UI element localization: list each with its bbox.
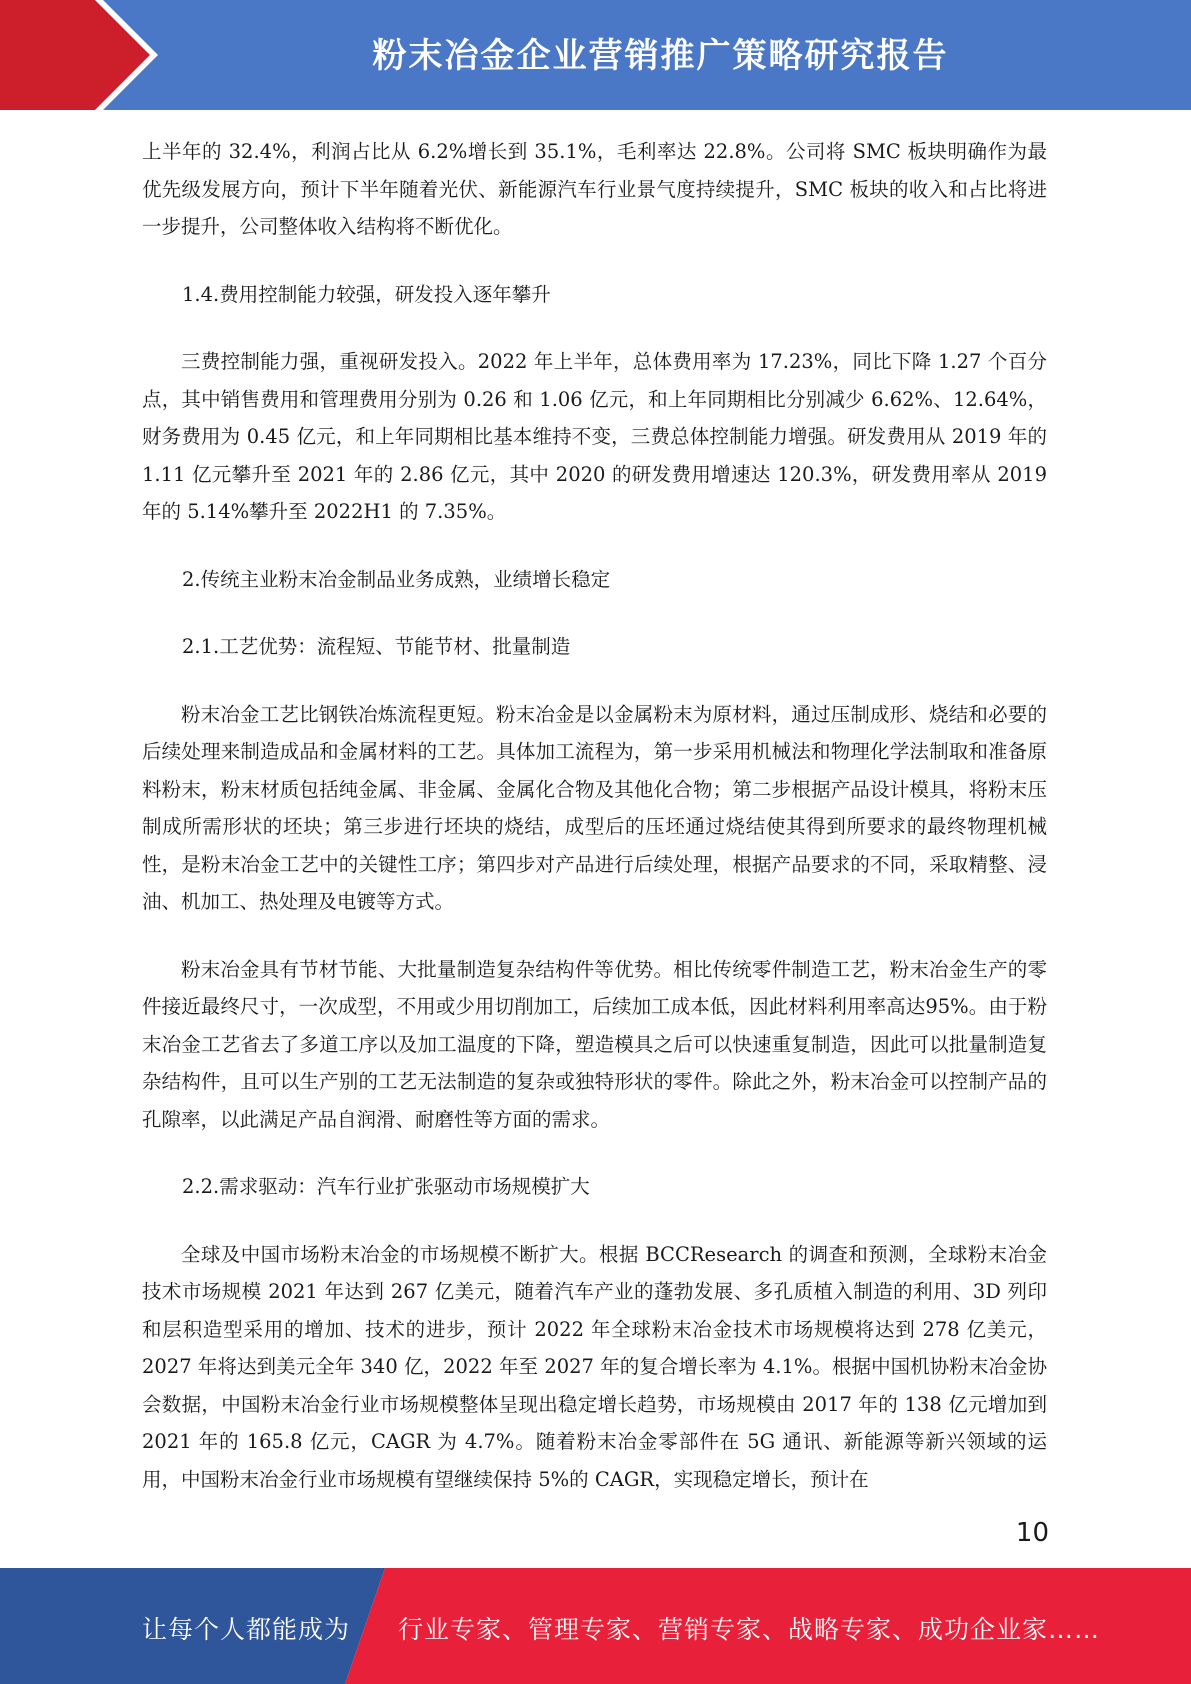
- page-number: 10: [1015, 1518, 1049, 1548]
- page-header: [0, 0, 1191, 110]
- section-heading: 2.2.需求驱动：汽车行业扩张驱动市场规模扩大: [182, 1175, 590, 1198]
- section-heading: 2.1.工艺优势：流程短、节能节材、批量制造: [182, 635, 571, 658]
- paragraph: 上半年的 32.4%，利润占比从 6.2%增长到 35.1%，毛利率达 22.8%。公司将 SMC 板块明确作为最优先级发展方向，预计下半年随着光伏、新能源汽车行业景气度持续提升，SMC 板块的收入和占比将进一步提升，公司整体收入结构将不断优化。: [142, 140, 1047, 238]
- section-heading: 1.4.费用控制能力较强，研发投入逐年攀升: [182, 282, 551, 306]
- paragraph: 全球及中国市场粉末冶金的市场规模不断扩大。根据 BCCResearch 的调查和预测，全球粉末冶金技术市场规模 2021 年达到 267 亿美元，随着汽车产业的蓬勃发展、多孔质植入制造的利用、3D 列印和层积造型采用的增加、技术的进步，预计 2022 年全球粉末冶金技术市场规模将达到 278 亿美元，2027 年将达到美元全年 340 亿，2022 年至 2027 年的复合增长率为 4.1%。根据中国机协粉末冶金协会数据，中国粉末冶金行业市场规模整体呈现出稳定增长趋势，市场规模由 2017 年的 138 亿元增加到 2021 年的 165.8 亿元，CAGR 为 4.7%。随着粉末冶金零部件在 5G 通讯、新能源等新兴领域的运用，中国粉末冶金行业市场规模有望继续保持 5%的 CAGR，实现稳定增长，预计在: [142, 1242, 1047, 1491]
- footer-slogan-left: 让每个人都能成为: [142, 1615, 351, 1644]
- paragraph: 三费控制能力强，重视研发投入。2022 年上半年，总体费用率为 17.23%，同比下降 1.27 个百分点，其中销售费用和管理费用分别为 0.26 和 1.06 亿元，和上年同期相比分别减少 6.62%、12.64%，财务费用为 0.45 亿元，和上年同期相比基本维持不变，三费总体控制能力增强。研发费用从 2019 年的 1.11 亿元攀升至 2021 年的 2.86 亿元，其中 2020 的研发费用增速达 120.3%，研发费用率从 2019 年的 5.14%攀升至 2022H1 的 7.35%。: [142, 350, 1047, 523]
- document-body: [142, 133, 1047, 1528]
- page-footer: [0, 1568, 1191, 1684]
- footer-slogan-right: 行业专家、管理专家、营销专家、战略专家、成功企业家……: [398, 1615, 1101, 1644]
- section-heading: 2.传统主业粉末冶金制品业务成熟，业绩增长稳定: [182, 567, 611, 591]
- paragraph: 粉末冶金具有节材节能、大批量制造复杂结构件等优势。相比传统零件制造工艺，粉末冶金生产的零件接近最终尺寸，一次成型，不用或少用切削加工，后续加工成本低，因此材料利用率高达95%。由于粉末冶金工艺省去了多道工序以及加工温度的下降，塑造模具之后可以快速重复制造，因此可以批量制造复杂结构件，且可以生产别的工艺无法制造的复杂或独特形状的零件。除此之外，粉末冶金可以控制产品的孔隙率，以此满足产品自润滑、耐磨性等方面的需求。: [142, 957, 1047, 1131]
- report-title: 粉末冶金企业营销推广策略研究报告: [372, 36, 949, 76]
- paragraph: 粉末冶金工艺比钢铁冶炼流程更短。粉末冶金是以金属粉末为原材料，通过压制成形、烧结和必要的后续处理来制造成品和金属材料的工艺。具体加工流程为，第一步采用机械法和物理化学法制取和准备原料粉末，粉末材质包括纯金属、非金属、金属化合物及其他化合物；第二步根据产品设计模具，将粉末压制成所需形状的坯块；第三步进行坯块的烧结，成型后的压坯通过烧结使其得到所要求的最终物理机械性，是粉末冶金工艺中的关键性工序；第四步对产品进行后续处理，根据产品要求的不同，采取精整、浸油、机加工、热处理及电镀等方式。: [142, 702, 1047, 913]
